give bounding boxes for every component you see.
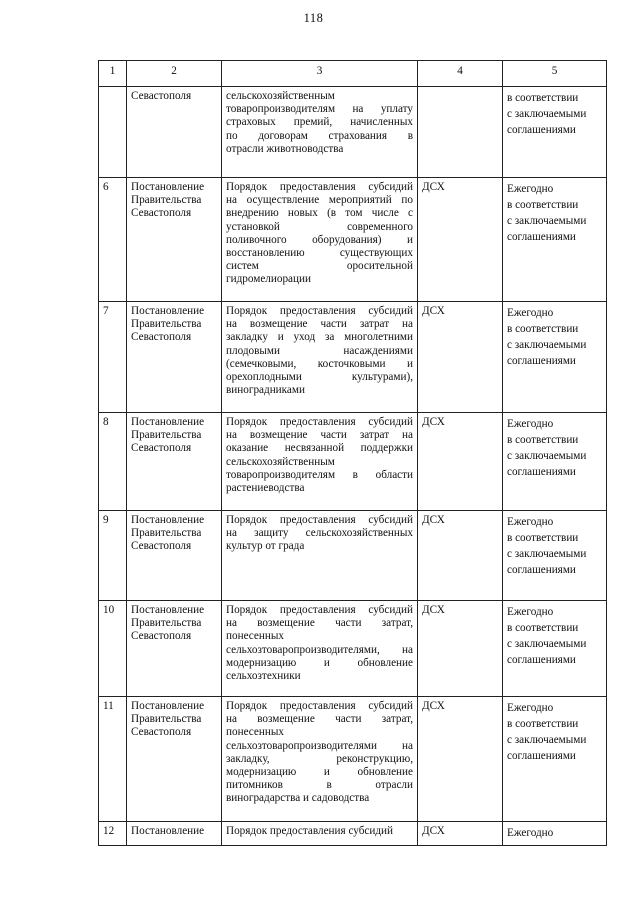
table-row [99, 87, 607, 178]
term-line: с заключаемыми [507, 215, 587, 227]
description-line: гидромелиорации [226, 273, 311, 286]
term-line: с заключаемыми [507, 450, 587, 462]
document-type-line: Севастополя [131, 207, 192, 220]
description-line: Порядок предоставления субсидий [226, 825, 394, 837]
table-body [99, 87, 607, 846]
document-type-line: Севастополя [131, 540, 192, 553]
measure-description-cell [222, 413, 418, 511]
term-cell [503, 178, 607, 302]
measure-description-cell [222, 87, 418, 178]
row-number-cell: 6 [99, 178, 127, 302]
description-line: внедрению новых (в том числе с [226, 207, 413, 220]
description-line: понесенных [226, 726, 284, 739]
description-line: сельхозтоваропроизводителями на [226, 739, 413, 752]
term-line: соглашениями [507, 564, 576, 576]
description-line: на защиту сельскохозяйственных [226, 527, 413, 540]
column-header-4: 4 [418, 61, 503, 87]
column-header-5: 5 [503, 61, 607, 87]
table-row [99, 302, 607, 413]
document-type-line: Правительства [131, 318, 202, 331]
document-type-line: Севастополя [131, 331, 192, 344]
document-type-line: Правительства [131, 194, 202, 207]
term-line: соглашениями [507, 466, 576, 478]
document-type-line: Севастополя [131, 442, 192, 455]
description-line: Порядок предоставления субсидий [226, 514, 413, 526]
document-type-cell [127, 413, 222, 511]
description-line: на осуществление мероприятий по [226, 194, 413, 207]
term-line: соглашениями [507, 355, 576, 367]
description-line: культур от града [226, 540, 305, 553]
document-type-cell [127, 87, 222, 178]
term-line: соглашениями [507, 654, 576, 666]
row-number-cell: 12 [99, 822, 127, 846]
description-line: орехоплодными культурами), [226, 371, 413, 384]
row-number-cell: 9 [99, 511, 127, 601]
measure-description-cell [222, 822, 418, 846]
description-line: (семечковыми, косточковыми и [226, 357, 413, 370]
description-line: Порядок предоставления субсидий [226, 604, 413, 616]
measures-table [98, 60, 607, 846]
table-row [99, 697, 607, 822]
measure-description-cell [222, 697, 418, 822]
description-line: Порядок предоставления субсидий [226, 700, 413, 712]
description-line: на возмещение части затрат на [226, 429, 413, 442]
description-line: восстановлению существующих [226, 247, 413, 260]
term-line: соглашениями [507, 750, 576, 762]
document-type-line: Правительства [131, 713, 202, 726]
table-header-row [99, 61, 607, 87]
row-number-cell: 10 [99, 601, 127, 697]
executor-cell: ДСХ [418, 822, 503, 846]
document-type-line: Правительства [131, 429, 202, 442]
document-type-cell [127, 302, 222, 413]
row-number-cell [99, 87, 127, 178]
term-cell [503, 822, 607, 846]
description-line: модернизацию и обновление [226, 656, 413, 669]
document-type-line: Севастополя [131, 90, 192, 102]
term-line: Ежегодно [507, 606, 554, 618]
table-row [99, 511, 607, 601]
term-line: с заключаемыми [507, 548, 587, 560]
term-line: в соответствии [507, 622, 579, 634]
row-number-cell: 8 [99, 413, 127, 511]
measure-description-cell [222, 178, 418, 302]
document-type-line: Постановление [131, 514, 205, 526]
term-cell [503, 413, 607, 511]
term-line: в соответствии [507, 323, 579, 335]
term-cell [503, 302, 607, 413]
document-type-cell [127, 697, 222, 822]
table-row [99, 413, 607, 511]
column-header-2: 2 [127, 61, 222, 87]
term-line: в соответствии [507, 434, 579, 446]
executor-cell: ДСХ [418, 511, 503, 601]
description-line: питомников в отрасли [226, 779, 413, 792]
description-line: сельскохозяйственным [226, 90, 335, 102]
document-type-cell [127, 178, 222, 302]
term-line: соглашениями [507, 231, 576, 243]
term-line: в соответствии [507, 718, 579, 730]
description-line: виноградарства и садоводства [226, 792, 370, 805]
term-line: с заключаемыми [507, 108, 587, 120]
description-line: систем оросительной [226, 260, 413, 273]
document-type-cell [127, 822, 222, 846]
document-type-line: Правительства [131, 527, 202, 540]
document-type-line: Правительства [131, 617, 202, 630]
table-row [99, 601, 607, 697]
description-line: Порядок предоставления субсидий [226, 416, 413, 428]
description-line: виноградниками [226, 384, 305, 397]
description-line: страховых премий, начисленных [226, 116, 413, 129]
term-line: соглашениями [507, 124, 576, 136]
description-line: сельхозтехники [226, 670, 301, 683]
term-cell [503, 511, 607, 601]
description-line: Порядок предоставления субсидий [226, 181, 413, 193]
executor-cell: ДСХ [418, 601, 503, 697]
description-line: по договорам страхования в [226, 129, 413, 142]
description-line: поливочного оборудования) и [226, 233, 413, 246]
document-type-line: Постановление [131, 305, 205, 317]
description-line: оказание несвязанной поддержки [226, 442, 413, 455]
description-line: сельскохозяйственным [226, 455, 335, 468]
description-line: на возмещение части затрат на [226, 318, 413, 331]
document-type-line: Постановление [131, 416, 205, 428]
description-line: растениеводства [226, 482, 305, 495]
description-line: закладку и уход за многолетними [226, 331, 413, 344]
executor-cell: ДСХ [418, 302, 503, 413]
document-type-line: Постановление [131, 604, 205, 616]
row-number-cell: 11 [99, 697, 127, 822]
term-cell [503, 697, 607, 822]
description-line: на возмещение части затрат, [226, 617, 413, 630]
document-type-line: Севастополя [131, 726, 192, 739]
term-line: в соответствии [507, 199, 579, 211]
description-line: Порядок предоставления субсидий [226, 305, 413, 317]
description-line: товаропроизводителям на уплату [226, 103, 413, 116]
description-line: понесенных [226, 630, 284, 643]
document-type-line: Постановление [131, 181, 205, 193]
description-line: отрасли животноводства [226, 142, 344, 155]
description-line: модернизацию и обновление [226, 766, 413, 779]
term-line: с заключаемыми [507, 339, 587, 351]
description-line: плодовыми насаждениями [226, 344, 413, 357]
term-line: Ежегодно [507, 418, 554, 430]
term-line: Ежегодно [507, 827, 554, 839]
executor-cell [418, 87, 503, 178]
executor-cell: ДСХ [418, 697, 503, 822]
document-type-line: Постановление [131, 825, 205, 837]
document-type-line: Постановление [131, 700, 205, 712]
description-line: товаропроизводителям в области [226, 468, 413, 481]
table-row [99, 822, 607, 846]
term-line: в соответствии [507, 92, 579, 104]
table-row [99, 178, 607, 302]
page-number: 118 [303, 11, 324, 25]
executor-cell: ДСХ [418, 178, 503, 302]
measure-description-cell [222, 601, 418, 697]
measure-description-cell [222, 302, 418, 413]
description-line: закладку, реконструкцию, [226, 752, 413, 765]
term-cell [503, 87, 607, 178]
document-type-cell [127, 601, 222, 697]
row-number-cell: 7 [99, 302, 127, 413]
description-line: на возмещение части затрат, [226, 713, 413, 726]
term-line: Ежегодно [507, 516, 554, 528]
description-line: установкой современного [226, 220, 413, 233]
measure-description-cell [222, 511, 418, 601]
term-line: Ежегодно [507, 307, 554, 319]
column-header-3: 3 [222, 61, 418, 87]
term-cell [503, 601, 607, 697]
term-line: Ежегодно [507, 702, 554, 714]
executor-cell: ДСХ [418, 413, 503, 511]
description-line: сельхозтоваропроизводителями, на [226, 643, 413, 656]
term-line: с заключаемыми [507, 734, 587, 746]
term-line: в соответствии [507, 532, 579, 544]
term-line: Ежегодно [507, 183, 554, 195]
column-header-1: 1 [99, 61, 127, 87]
document-type-line: Севастополя [131, 630, 192, 643]
term-line: с заключаемыми [507, 638, 587, 650]
document-type-cell [127, 511, 222, 601]
